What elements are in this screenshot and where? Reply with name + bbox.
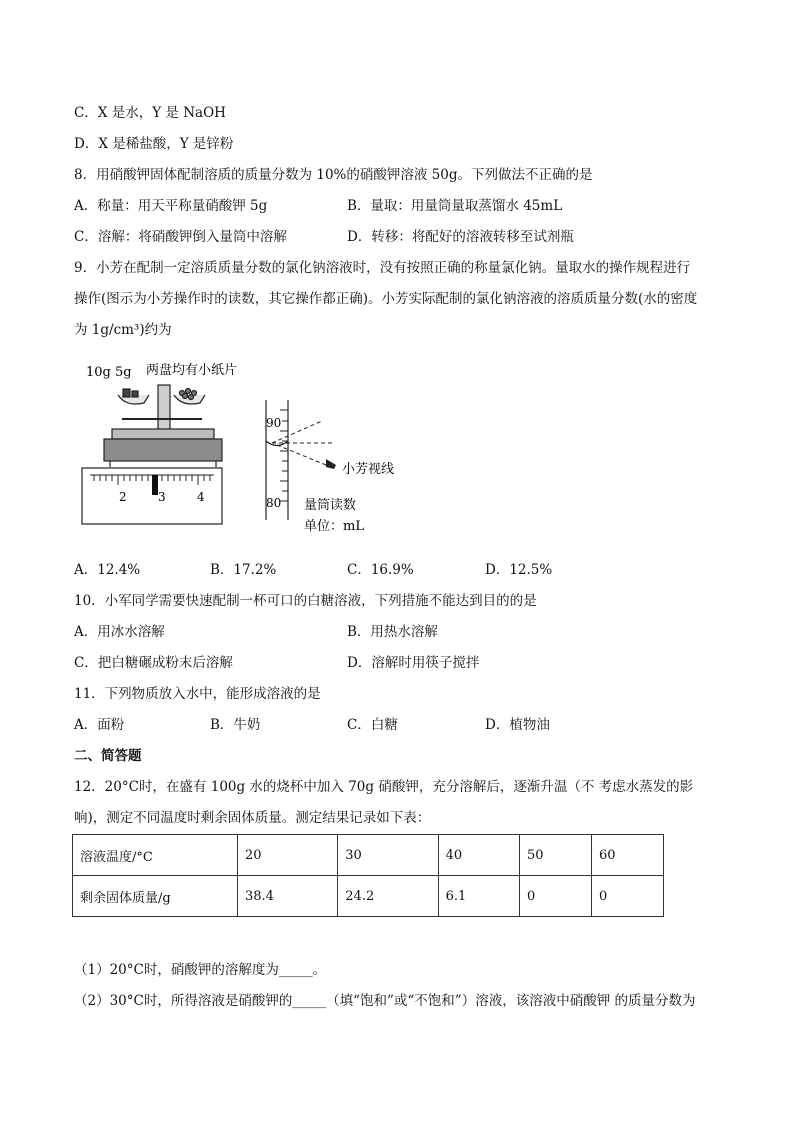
question-12-line-1: 12．20°C时，在盛有 100g 水的烧杯中加入 70g 硝酸钾，充分溶解后，逐渐升温（不 考虑水蒸发的影 <box>74 779 694 795</box>
table-header-cell: 溶液温度/°C <box>73 835 238 876</box>
q10-option-c: C．把白糖碾成粉末后溶解 <box>74 655 233 671</box>
option-d-prev: D．X 是稀盐酸，Y 是锌粉 <box>74 136 234 152</box>
scale-mark-4: 4 <box>197 490 205 504</box>
table-cell: 40 <box>438 835 519 876</box>
q11-option-b: B．牛奶 <box>210 717 261 733</box>
q8-option-c: C．溶解：将硝酸钾倒入量筒中溶解 <box>74 229 287 245</box>
table-cell: 38.4 <box>238 876 338 917</box>
table-cell: 0 <box>591 876 663 917</box>
cylinder-mark-90: 90 <box>266 416 282 430</box>
option-c-prev: C．X 是水，Y 是 NaOH <box>74 105 226 121</box>
question-10: 10．小军同学需要快速配制一杯可口的白糖溶液，下列措施不能达到目的的是 <box>74 593 537 609</box>
q9-option-b: B．17.2% <box>210 562 277 578</box>
question-9-line-1: 9．小芳在配制一定溶质质量分数的氯化钠溶液时，没有按照正确的称量氯化钠。量取水的操作规程进行 <box>74 260 691 276</box>
table-cell: 0 <box>519 876 591 917</box>
question-12-line-2: 响)，测定不同温度时剩余固体质量。测定结果记录如下表： <box>74 810 431 826</box>
q8-option-a: A．称量：用天平称量硝酸钾 5g <box>74 198 268 214</box>
table-cell: 60 <box>591 835 663 876</box>
data-table <box>72 834 664 917</box>
section-heading: 二、简答题 <box>74 748 142 764</box>
q9-option-a: A．12.4% <box>74 562 141 578</box>
q9-option-c: C．16.9% <box>347 562 414 578</box>
table-cell: 30 <box>338 835 438 876</box>
balance-icon <box>104 385 222 467</box>
scale-mark-2: 2 <box>119 490 127 504</box>
sub-question-1: （1）20°C时，硝酸钾的溶解度为_____。 <box>74 962 327 978</box>
q10-option-b: B．用热水溶解 <box>347 624 438 640</box>
q9-option-d: D．12.5% <box>485 562 553 578</box>
eye-icon <box>326 459 336 469</box>
q8-option-d: D．转移：将配好的溶液转移至试剂瓶 <box>347 229 574 245</box>
q10-option-a: A．用冰水溶解 <box>74 624 165 640</box>
q10-option-d: D．溶解时用筷子搅拌 <box>347 655 480 671</box>
cylinder-caption: 量筒读数 <box>304 498 357 513</box>
table-cell: 6.1 <box>438 876 519 917</box>
question-9-line-3: 为 1g/cm³)约为 <box>74 322 172 338</box>
cylinder-unit: 单位：mL <box>304 519 364 534</box>
table-cell: 20 <box>238 835 338 876</box>
table-header-cell: 剩余固体质量/g <box>73 876 238 917</box>
q11-option-d: D．植物油 <box>485 717 550 733</box>
question-9-line-2: 操作(图示为小芳操作时的读数，其它操作都正确)。小芳实际配制的氯化钠溶液的溶质质量分数(水的密度 <box>74 291 698 307</box>
table-cell: 50 <box>519 835 591 876</box>
question-11: 11．下列物质放入水中，能形成溶液的是 <box>74 686 321 702</box>
question-8: 8．用硝酸钾固体配制溶质的质量分数为 10%的硝酸钾溶液 50g。下列做法不正确的是 <box>74 167 593 183</box>
table-row <box>73 876 664 917</box>
table-row <box>73 835 664 876</box>
q11-option-c: C．白糖 <box>347 717 398 733</box>
sub-question-2: （2）30°C时，所得溶液是硝酸钾的_____（填“饱和”或“不饱和”）溶液，该溶液中硝酸钾 的质量分数为 <box>74 993 696 1009</box>
scale-mark-3: 3 <box>158 490 166 504</box>
q11-option-a: A．面粉 <box>74 717 125 733</box>
paper-note-label: 两盘均有小纸片 <box>146 363 238 378</box>
weights-label: 10g 5g <box>86 365 132 380</box>
table-cell: 24.2 <box>338 876 438 917</box>
question-9-figure <box>74 355 424 535</box>
q8-option-b: B．量取：用量筒量取蒸馏水 45mL <box>347 198 563 214</box>
sight-line-label: 小芳视线 <box>342 462 395 477</box>
cylinder-mark-80: 80 <box>266 496 282 510</box>
